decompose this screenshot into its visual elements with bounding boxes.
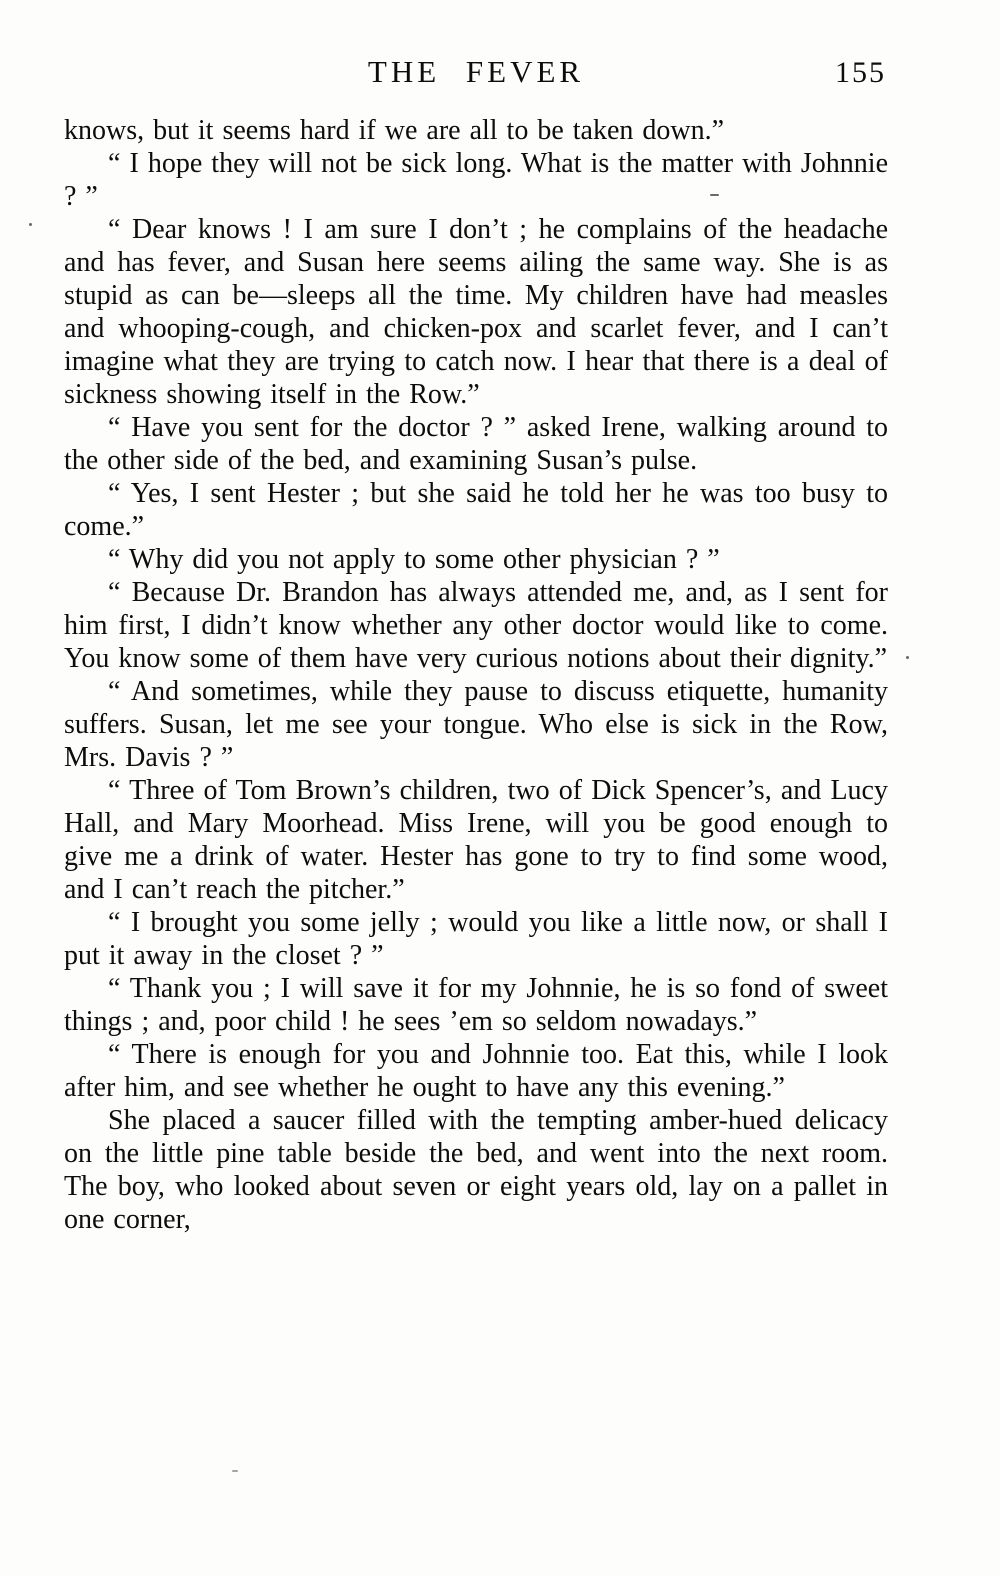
paragraph: “ Thank you ; I will save it for my Johnnie, he is so fond of sweet things ; and, poor child ! he sees ’em so seldom nowadays.”	[64, 973, 888, 1037]
paragraph: “ I brought you some jelly ; would you like a little now, or shall I put it away in the closet ? ”	[64, 907, 888, 971]
paragraph: “ Why did you not apply to some other physician ? ”	[108, 544, 720, 575]
book-page	[64, 54, 888, 1236]
paragraph: “ Yes, I sent Hester ; but she said he told her he was too busy to come.”	[64, 478, 888, 542]
page-number: 155	[835, 56, 886, 89]
paragraph: “ Have you sent for the doctor ? ” asked Irene, walking around to the other side of the bed, and examining Susan’s pulse.	[64, 412, 888, 476]
paragraph: “ There is enough for you and Johnnie too. Eat this, while I look after him, and see whether he ought to have any this evening.”	[64, 1039, 888, 1103]
scan-speck	[29, 223, 32, 226]
scan-speck	[710, 194, 719, 196]
paragraph: “ Because Dr. Brandon has always attended me, and, as I sent for him first, I didn’t know whether any other doctor would like to come. You know some of them have very curious notions about their dignity.”	[64, 577, 888, 674]
running-header	[64, 54, 888, 94]
scan-speck	[906, 656, 909, 659]
paragraph: “ I hope they will not be sick long. What is the matter with Johnnie ? ”	[64, 148, 888, 212]
paragraph: knows, but it seems hard if we are all to be taken down.”	[64, 115, 725, 146]
paragraph: “ And sometimes, while they pause to discuss etiquette, humanity suffers. Susan, let me see your tongue. Who else is sick in the Row, Mrs. Davis ? ”	[64, 676, 888, 773]
paragraph: “ Three of Tom Brown’s children, two of Dick Spencer’s, and Lucy Hall, and Mary Moorhead. Miss Irene, will you be good enough to give me a drink of water. Hester has gone to try to find some wood, and I can’t reach the pitcher.”	[64, 775, 888, 905]
paragraph: “ Dear knows ! I am sure I don’t ; he complains of the headache and has fever, and Susan here seems ailing the same way. She is as stupid as can be—sleeps all the time. My children have had measles and whooping-cough, and chicken-pox and scarlet fever, and I can’t imagine what they are trying to catch now. I hear that there is a deal of sickness showing itself in the Row.”	[64, 214, 888, 410]
page-title: THE FEVER	[367, 54, 585, 89]
paragraph: She placed a saucer filled with the tempting amber-hued delicacy on the little pine table beside the bed, and went into the next room. The boy, who looked about seven or eight years old, lay on a pallet in one corner,	[64, 1105, 888, 1235]
page-body	[64, 114, 888, 1236]
scan-speck	[232, 1470, 238, 1472]
